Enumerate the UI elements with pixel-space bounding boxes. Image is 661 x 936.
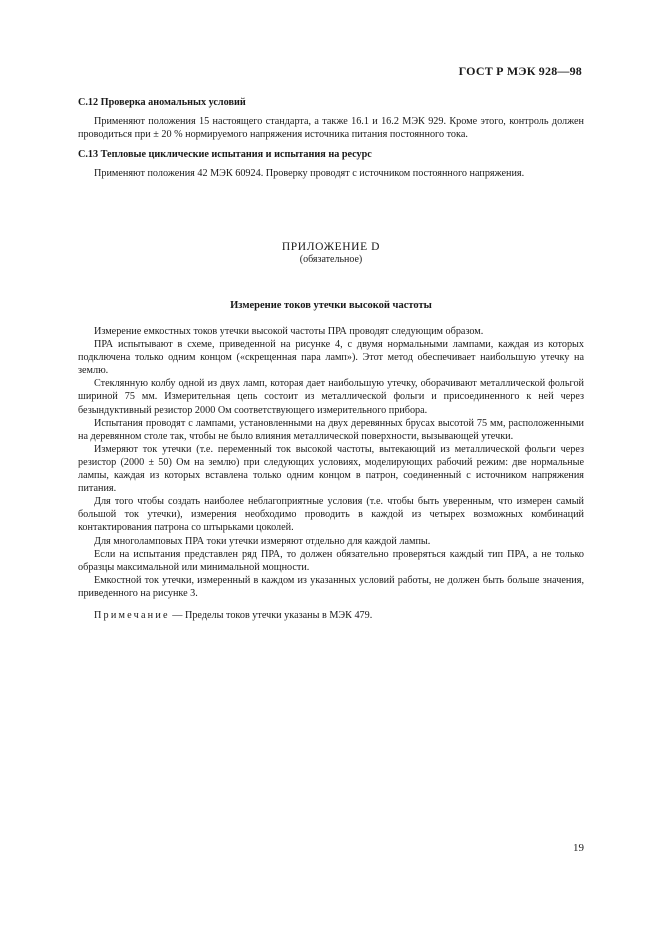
paragraph: Испытания проводят с лампами, установленными на двух деревянных брусах высотой 75 мм, расположенными на деревянном столе так, чтобы не было влияния металлической поверхности, вызывающей утечки. <box>78 417 584 442</box>
sections-block <box>78 96 584 180</box>
standard-code-header: ГОСТ Р МЭК 928—98 <box>458 64 582 78</box>
section-title: С.12 Проверка аномальных условий <box>78 97 246 108</box>
paragraph: Емкостной ток утечки, измеренный в каждом из указанных условий работы, не должен быть больше значения, приведенного на рисунке 3. <box>78 574 584 599</box>
document-title: Измерение токов утечки высокой частоты <box>230 300 432 311</box>
paragraph: Если на испытания представлен ряд ПРА, то должен обязательно проверяться каждый тип ПРА, а не только образцы максимальной или минимальной мощности. <box>78 548 584 573</box>
paragraph: ПРА испытывают в схеме, приведенной на рисунке 4, с двумя нормальными лампами, каждая из которых подключена только одним концом («скрещенная пара ламп»). Этот метод обеспечивает наибольшую утечку на землю. <box>78 339 584 377</box>
paragraph: Измеряют ток утечки (т.е. переменный ток высокой частоты, вытекающий из металлической фольги через резистор (2000 ± 50) Ом на землю) при следующих условиях, моделирующих рабочий режим: две нормальные лампы, каждая из которых вставлена только одним концом в патрон, соединенный с источником напряжения питания. <box>78 443 584 495</box>
appendix-heading <box>78 241 584 266</box>
body-text <box>78 325 584 600</box>
note-text: — Пределы токов утечки указаны в МЭК 479. <box>169 610 373 621</box>
paragraph: Стеклянную колбу одной из двух ламп, которая дает наибольшую утечку, оборачивают металлической фольгой шириной 75 мм. Измерительная цепь состоит из металлической фольги и присоединенного к ней через безындуктивный резистор 2000 Ом соответствующего измерительного прибора. <box>78 378 584 416</box>
section-body-text: Применяют положения 15 настоящего стандарта, а также 16.1 и 16.2 МЭК 929. Кроме этого, контроль должен проводиться при ± 20 % нормируемого напряжения источника питания постоянного тока. <box>78 116 584 141</box>
paragraph: Для многоламповых ПРА токи утечки измеряют отдельно для каждой лампы. <box>94 535 431 547</box>
note-label: Примечание <box>94 610 170 621</box>
page-number: 19 <box>573 842 584 854</box>
paragraph <box>78 325 584 338</box>
appendix-title: ПРИЛОЖЕНИЕ D <box>281 241 381 253</box>
note <box>78 609 584 622</box>
appendix-subtitle: (обязательное) <box>299 254 363 265</box>
section-body <box>78 115 584 141</box>
section-title: С.13 Тепловые циклические испытания и испытания на ресурс <box>78 148 372 160</box>
paragraph: Для того чтобы создать наиболее неблагоприятные условия (т.е. чтобы быть уверенным, что измерен самый большой ток утечки), измерения необходимо проводить в каждой из четырех возможных комбинаций контактирования патрона со штырьками цоколей. <box>78 496 584 534</box>
section-body: Применяют положения 42 МЭК 60924. Проверку проводят с источником постоянного напряжения. <box>94 167 525 179</box>
paragraph-text: Измерение емкостных токов утечки высокой частоты ПРА проводят следующим образом. <box>94 326 484 337</box>
